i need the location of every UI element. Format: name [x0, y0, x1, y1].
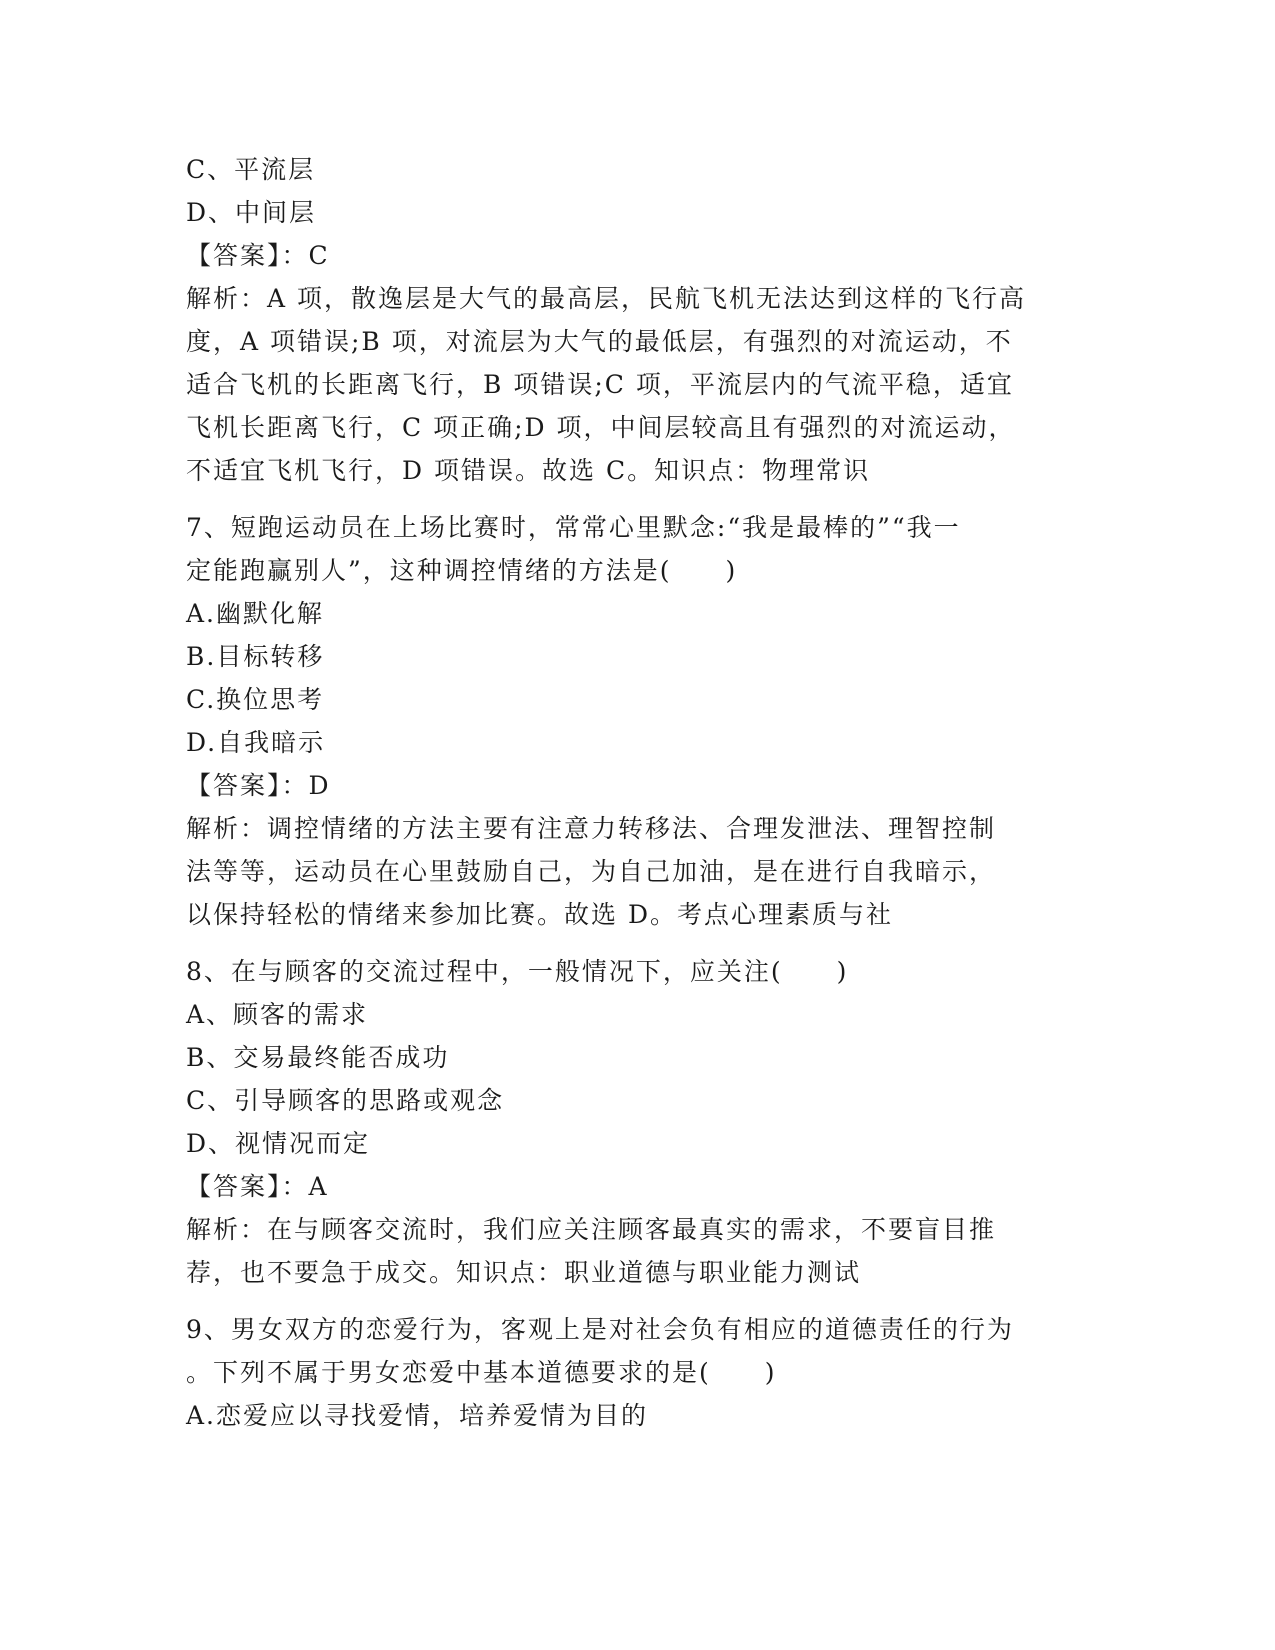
analysis-line: 荐，也不要急于成交。知识点：职业道德与职业能力测试: [186, 1258, 862, 1287]
answer-line: 【答案】：C: [186, 241, 330, 270]
analysis-line: 度，A 项错误;B 项，对流层为大气的最低层，有强烈的对流运动，不: [186, 327, 1013, 356]
option-d: D、视情况而定: [186, 1129, 371, 1158]
question-text: 7、短跑运动员在上场比赛时，常常心里默念:“我是最棒的”“我一: [186, 513, 961, 542]
option-c: C.换位思考: [186, 685, 325, 714]
option-d: D.自我暗示: [186, 728, 326, 757]
question-text: 。下列不属于男女恋爱中基本道德要求的是( ): [186, 1358, 777, 1387]
analysis-line: 以保持轻松的情绪来参加比赛。故选 D。考点心理素质与社: [186, 900, 893, 929]
option-b: B、交易最终能否成功: [186, 1043, 450, 1072]
answer-line: 【答案】：D: [186, 771, 331, 800]
answer-line: 【答案】：A: [186, 1172, 329, 1201]
option-d: D、中间层: [186, 198, 317, 227]
question-6-tail: [186, 148, 1086, 492]
option-c: C、平流层: [186, 155, 316, 184]
option-a: A、顾客的需求: [186, 1000, 369, 1029]
spacer: [186, 936, 1086, 950]
analysis-line: 飞机长距离飞行，C 项正确;D 项，中间层较高且有强烈的对流运动，: [186, 413, 1016, 442]
analysis-line: 解析：在与顾客交流时，我们应关注顾客最真实的需求，不要盲目推: [186, 1215, 997, 1244]
analysis-line: 适合飞机的长距离飞行，B 项错误;C 项，平流层内的气流平稳，适宜: [186, 370, 1014, 399]
option-a: A.幽默化解: [186, 599, 325, 628]
option-a: A.恋爱应以寻找爱情，培养爱情为目的: [186, 1401, 649, 1430]
question-text: 8、在与顾客的交流过程中，一般情况下，应关注( ): [186, 957, 849, 986]
spacer: [186, 492, 1086, 506]
spacer: [186, 1294, 1086, 1308]
analysis-line: 法等等，运动员在心里鼓励自己，为自己加油，是在进行自我暗示，: [186, 857, 997, 886]
question-7: [186, 506, 1086, 936]
question-9: [186, 1308, 1086, 1437]
question-text: 9、男女双方的恋爱行为，客观上是对社会负有相应的道德责任的行为: [186, 1315, 1014, 1344]
question-text: 定能跑赢别人”，这种调控情绪的方法是( ): [186, 556, 738, 585]
question-8: [186, 950, 1086, 1294]
document-page: [186, 148, 1086, 1437]
analysis-line: 解析：A 项，散逸层是大气的最高层，民航飞机无法达到这样的飞行高: [186, 284, 1027, 313]
option-b: B.目标转移: [186, 642, 325, 671]
analysis-line: 解析：调控情绪的方法主要有注意力转移法、合理发泄法、理智控制: [186, 814, 997, 843]
analysis-line: 不适宜飞机飞行，D 项错误。故选 C。知识点：物理常识: [186, 456, 871, 485]
option-c: C、引导顾客的思路或观念: [186, 1086, 505, 1115]
